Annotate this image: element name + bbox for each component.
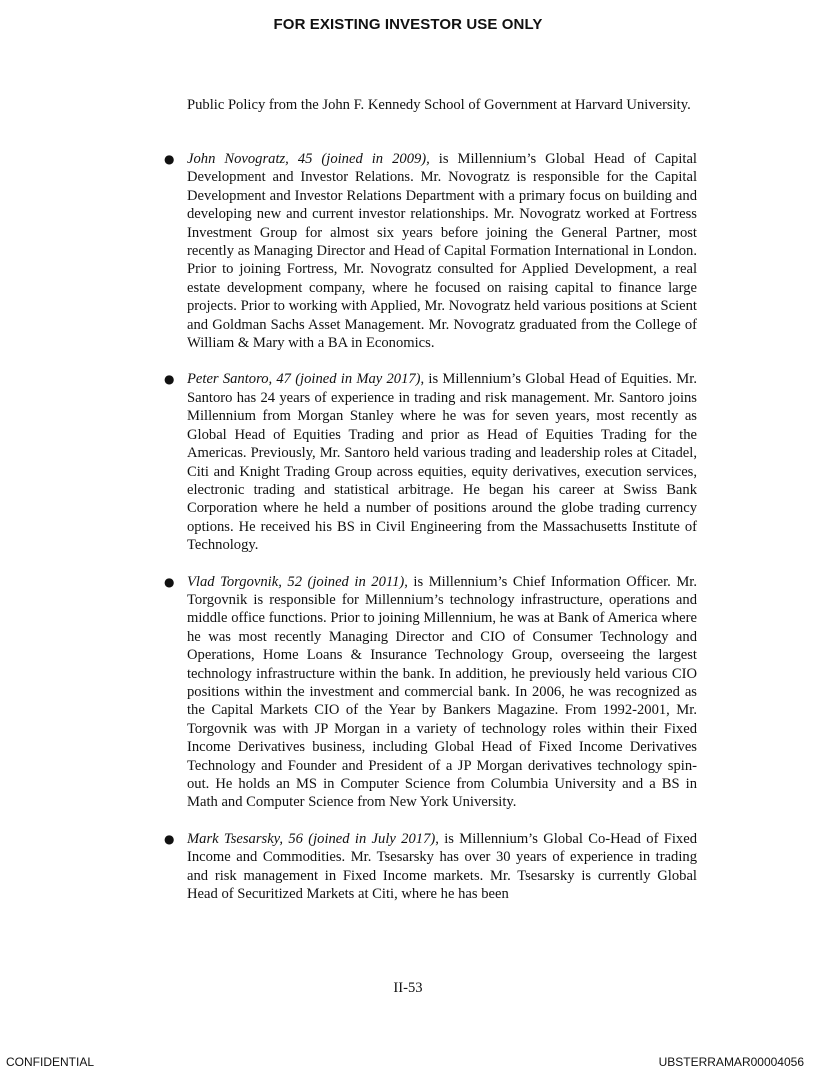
bio-description: is Millennium’s Global Head of Capital Development and Investor Relations. Mr. Novogratz is responsible for the Capital Development and Investor Relations Department with a primary focus on building and developing new and current investor relationships. Mr. Novogratz worked at Fortress Investment Group for almost six years before joining the General Partner, most recently as Managing Director and Head of Capital Formation International in London. Prior to joining Fortress, Mr. Novogratz consulted for Applied Development, a real estate development company, where he focused on raising capital to finance large projects. Prior to working with Applied, Mr. Novogratz held various positions at Scient and Goldman Sachs Asset Management. Mr. Novogratz graduated from the College of William & Mary with a BA in Economics. [187,151,697,352]
bullet-icon: ● [164,152,175,166]
bio-text [187,150,697,352]
page-header: FOR EXISTING INVESTOR USE ONLY [273,16,543,33]
bio-name: Peter Santoro, 47 (joined in May 2017) [187,371,421,388]
bullet-icon: ● [164,831,175,846]
bullet-icon: ● [164,574,175,589]
confidential-label: CONFIDENTIAL [6,1055,95,1069]
bio-item-torgovnik [0,573,816,812]
bio-name: Mark Tsesarsky, 56 (joined in July 2017) [187,830,436,847]
bullet-icon: ● [164,372,175,387]
bio-list [0,150,816,921]
bio-description: , is Millennium’s Chief Information Officer. Mr. Torgovnik is responsible for Millennium’s technology infrastructure, operations and middle office functions. Prior to joining Millennium, he was at Bank of America where he was most recently Managing Director and CIO of Consumer Technology and Operations, Home Loans & Insurance Technology Group, overseeing the largest technology infrastructure within the bank. In addition, he previously held various CIO positions within the investment and commercial bank. In 2006, he was recognized as the Capital Markets CIO of the Year by Bankers Magazine. From 1992-2001, Mr. Torgovnik was with JP Morgan in a variety of technology roles within their Fixed Income Derivatives business, including Global Head of Fixed Income Derivatives Technology and Founder and President of a JP Morgan derivatives technology spin-out. He holds an MS in Computer Science from Columbia University and a BS in Math and Computer Science from New York University. [187,573,698,811]
bio-name: Vlad Torgovnik, 52 (joined in 2011) [187,573,405,590]
bates-number: UBSTERRAMAR00004056 [658,1055,804,1069]
bio-item-tsesarsky [0,830,816,904]
bio-item-santoro [0,370,816,554]
bio-description: , is Millennium’s Global Co-Head of Fixed Income and Commodities. Mr. Tsesarsky has over 30 years of experience in trading and risk management in Fixed Income markets. Mr. Tsesarsky is currently Global Head of Securitized Markets at Citi, where he has been [187,830,697,903]
bio-item-novogratz [0,150,816,352]
bio-text [187,830,697,904]
bio-text [187,573,697,812]
bio-name: John Novogratz, 45 (joined in 2009), [187,151,430,167]
bio-text [187,370,697,554]
page-number: II-53 [393,980,423,996]
bio-description: , is Millennium’s Global Head of Equities. Mr. Santoro has 24 years of experience in trading and risk management. Mr. Santoro joins Millennium from Morgan Stanley where he was for seven years, most recently as Global Head of Equities Trading and prior as Head of Equities Trading for the Americas. Previously, Mr. Santoro held various trading and leadership roles at Citadel, Citi and Knight Trading Group across equities, equity derivatives, execution services, electronic trading and statistical arbitrage. He began his career at Swiss Bank Corporation where he held a number of positions around the globe trading currency options. He received his BS in Civil Engineering from the Massachusetts Institute of Technology. [187,371,697,554]
intro-paragraph: Public Policy from the John F. Kennedy School of Government at Harvard University. [187,97,691,113]
